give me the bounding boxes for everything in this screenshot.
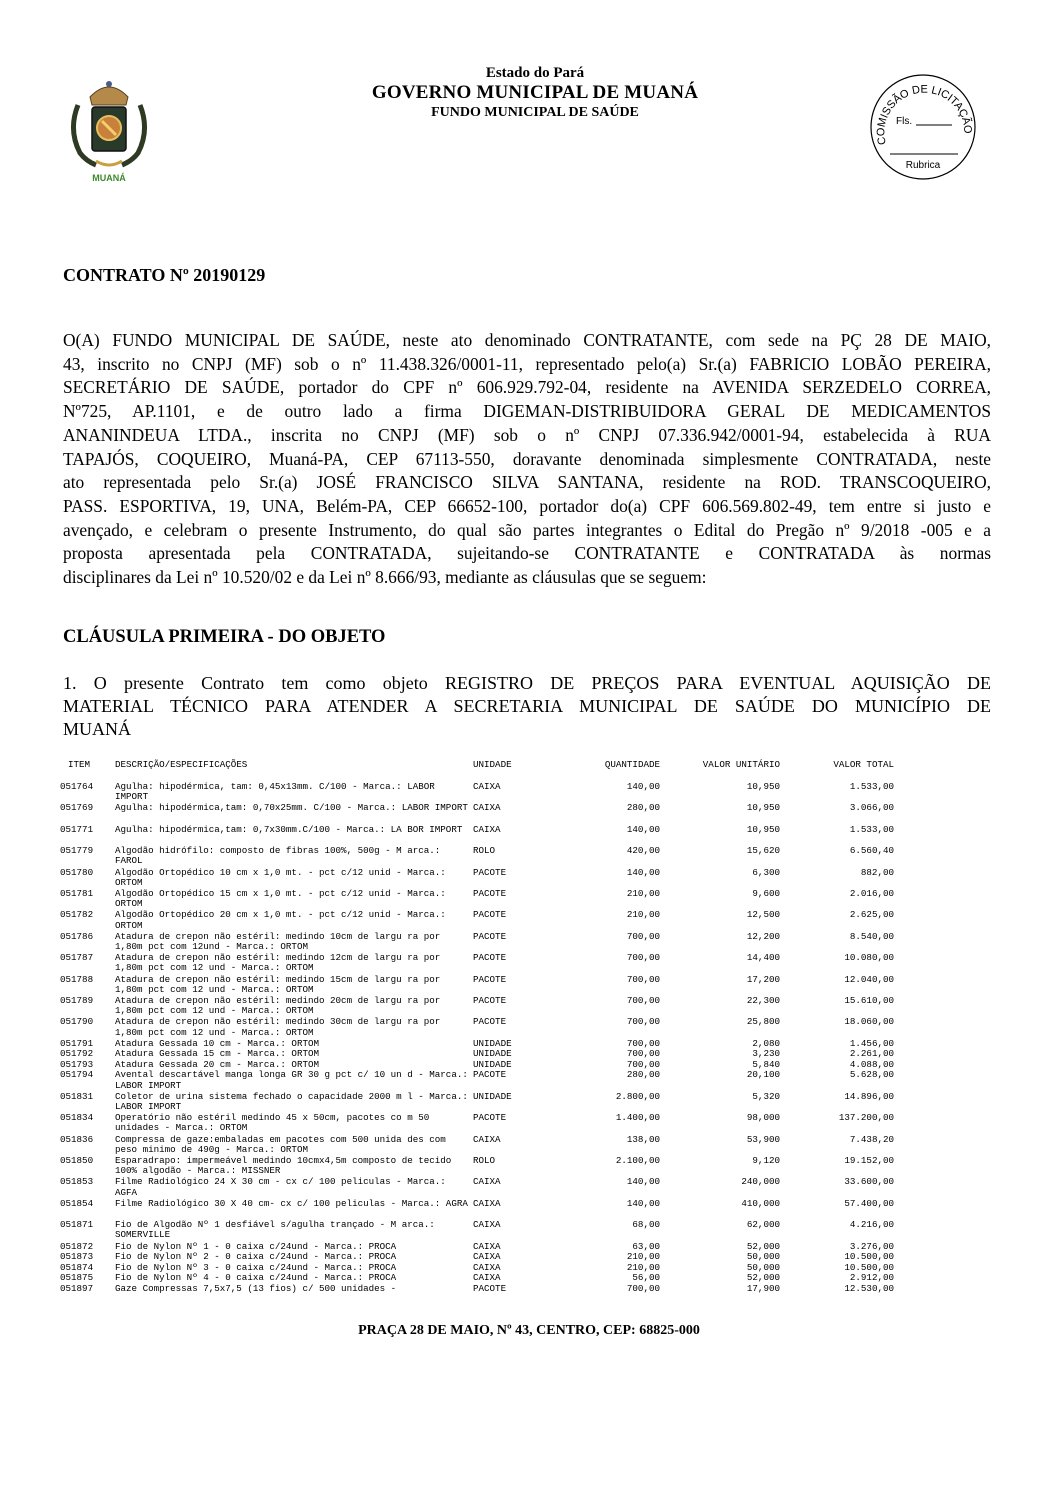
description-cell: Fio de Nylon Nº 4 - 0 caixa c/24und - Marca.: PROCA xyxy=(115,1272,397,1284)
description-cell: Fio de Nylon Nº 1 - 0 caixa c/24und - Marca.: PROCA xyxy=(115,1240,397,1252)
table-row xyxy=(60,975,910,996)
municipal-crest-icon xyxy=(66,75,152,185)
total-cell: 1.456,00 xyxy=(849,1037,894,1049)
unit-price-cell: 10,950 xyxy=(746,781,780,792)
table-row xyxy=(60,868,910,889)
table-row xyxy=(60,782,910,803)
total-cell: 18.060,00 xyxy=(844,1016,894,1028)
paragraph-line: O(A) FUNDO MUNICIPAL DE SAÚDE, neste ato denominado CONTRATANTE, com sede na PÇ 28 DE MAIO, xyxy=(63,330,991,350)
paragraph-line: SECRETÁRIO DE SAÚDE, portador do CPF nº 606.929.792-04, residente na AVENIDA SERZEDELO CORREA, xyxy=(63,377,991,398)
unit-price-cell: 240,000 xyxy=(741,1176,780,1188)
unit-cell: CAIXA xyxy=(473,1197,501,1209)
unit-cell: CAIXA xyxy=(473,1251,501,1263)
table-row xyxy=(60,996,910,1017)
quantity-cell: 210,00 xyxy=(626,909,660,921)
item-cell: 051872 xyxy=(60,1240,94,1252)
description-cell: Atadura de crepon não estéril: medindo 10cm de largu ra por 1,80m pct com 12und - Marca.: ORTOM xyxy=(115,930,441,952)
quantity-cell: 63,00 xyxy=(632,1240,660,1252)
svg-text:COMISSÃO DE LICITAÇÃO xyxy=(875,84,973,146)
total-cell: 33.600,00 xyxy=(844,1176,894,1188)
quantity-cell: 700,00 xyxy=(626,930,660,942)
total-cell: 10.500,00 xyxy=(844,1251,894,1263)
total-cell: 3.066,00 xyxy=(849,802,894,814)
unit-price-cell: 25,800 xyxy=(746,1016,780,1028)
unit-price-cell: 5,320 xyxy=(752,1090,780,1102)
unit-price-cell: 17,900 xyxy=(746,1282,780,1294)
table-row xyxy=(60,825,910,846)
item-cell: 051874 xyxy=(60,1261,94,1273)
item-cell: 051771 xyxy=(60,823,94,835)
column-header-description: DESCRIÇÃO/ESPECIFICAÇÕES xyxy=(115,759,248,770)
unit-cell: CAIXA xyxy=(473,781,501,792)
unit-cell: PACOTE xyxy=(473,994,507,1006)
total-cell: 1.533,00 xyxy=(849,781,894,792)
column-header-item: ITEM xyxy=(68,759,91,770)
description-cell: Filme Radiológico 24 X 30 cm - cx c/ 100 peliculas - Marca.: AGFA xyxy=(115,1176,446,1198)
description-cell: Agulha: hipodérmica, tam: 0,45x13mm. C/100 - Marca.: LABOR IMPORT xyxy=(115,781,435,803)
description-cell: Atadura de crepon não estéril: medindo 30cm de largu ra por 1,80m pct com 12 und - Marca.: ORTOM xyxy=(115,1016,441,1038)
paragraph-line: TAPAJÓS, COQUEIRO, Muaná-PA, CEP 67113-550, doravante denominada simplesmente CONTRATADA, neste xyxy=(63,448,991,469)
contract-title: CONTRATO Nº 20190129 xyxy=(63,265,266,285)
table-row xyxy=(60,1113,910,1134)
unit-price-cell: 10,950 xyxy=(746,823,780,835)
table-row xyxy=(60,803,910,824)
unit-price-cell: 3,230 xyxy=(752,1048,780,1060)
total-cell: 19.152,00 xyxy=(844,1155,894,1167)
description-cell: Compressa de gaze:embaladas em pacotes com 500 unida des com peso minimo de 490g - Marca.: ORTOM xyxy=(115,1133,446,1155)
unit-cell: UNIDADE xyxy=(473,1058,512,1070)
item-cell: 051854 xyxy=(60,1197,94,1209)
unit-price-cell: 22,300 xyxy=(746,994,780,1006)
description-cell: Atadura de crepon não estéril: medindo 15cm de largu ra por 1,80m pct com 12 und - Marca.: ORTOM xyxy=(115,973,441,995)
unit-cell: UNIDADE xyxy=(473,1037,512,1049)
table-row xyxy=(60,1070,910,1091)
column-header-total: VALOR TOTAL xyxy=(833,759,894,770)
description-cell: Agulha: hipodérmica,tam: 0,70x25mm. C/100 - Marca.: LABOR IMPORT xyxy=(115,802,468,814)
description-cell: Algodão Ortopédico 10 cm x 1,0 mt. - pct c/12 unid - Marca.: ORTOM xyxy=(115,866,446,888)
table-body xyxy=(60,782,910,1295)
quantity-cell: 700,00 xyxy=(626,1016,660,1028)
total-cell: 2.261,00 xyxy=(849,1048,894,1060)
total-cell: 882,00 xyxy=(860,866,894,878)
quantity-cell: 140,00 xyxy=(626,781,660,792)
total-cell: 10.500,00 xyxy=(844,1261,894,1273)
stamp-ring-text: COMISSÃO DE LICITAÇÃO xyxy=(875,83,974,146)
unit-price-cell: 98,000 xyxy=(746,1112,780,1124)
unit-price-cell: 50,000 xyxy=(746,1261,780,1273)
stamp-fls-label: Fls. xyxy=(896,116,913,127)
clause-object-text xyxy=(63,672,991,741)
column-header-quantity: QUANTIDADE xyxy=(604,759,660,770)
clause-line: 1. O presente Contrato tem como objeto REGISTRO DE PREÇOS PARA EVENTUAL AQUISIÇÃO DE xyxy=(63,673,991,693)
item-cell: 051794 xyxy=(60,1069,94,1081)
unit-cell: PACOTE xyxy=(473,952,507,964)
unit-cell: PACOTE xyxy=(473,1016,507,1028)
total-cell: 4.088,00 xyxy=(849,1058,894,1070)
table-row xyxy=(60,1135,910,1156)
description-cell: Agulha: hipodérmica,tam: 0,7x30mm.C/100 - Marca.: LA BOR IMPORT xyxy=(115,823,463,835)
total-cell: 15.610,00 xyxy=(844,994,894,1006)
total-cell: 2.625,00 xyxy=(849,909,894,921)
unit-price-cell: 53,900 xyxy=(746,1133,780,1145)
description-cell: Algodão hidrófilo: composto de fibras 100%, 500g - M arca.: FAROL xyxy=(115,845,441,867)
description-cell: Algodão Ortopédico 15 cm x 1,0 mt. - pct c/12 unid - Marca.: ORTOM xyxy=(115,887,446,910)
crest-label: MUANÁ xyxy=(92,173,126,183)
contract-parties-paragraph xyxy=(63,329,991,590)
item-cell: 051897 xyxy=(60,1282,94,1294)
paragraph-line: 43, inscrito no CNPJ (MF) sob o nº 11.438.326/0001-11, representado pelo(a) Sr.(a) FABRICIO LOBÃO PEREIRA, xyxy=(63,353,991,374)
paragraph-line: disciplinares da Lei nº 10.520/02 e da Lei nº 8.666/93, mediante as cláusulas que se seguem: xyxy=(63,567,707,588)
quantity-cell: 700,00 xyxy=(626,1282,660,1294)
unit-cell: CAIXA xyxy=(473,1272,501,1284)
unit-cell: CAIXA xyxy=(473,1261,501,1273)
items-table xyxy=(60,760,910,1295)
item-cell: 051871 xyxy=(60,1219,94,1231)
item-cell: 051836 xyxy=(60,1133,94,1145)
total-cell: 10.080,00 xyxy=(844,952,894,964)
paragraph-line: PASS. ESPORTIVA, 19, UNA, Belém-PA, CEP 66652-100, portador do(a) CPF 606.569.802-49, tem entre si justo e xyxy=(63,495,991,516)
unit-price-cell: 17,200 xyxy=(746,973,780,985)
unit-price-cell: 62,000 xyxy=(746,1219,780,1231)
quantity-cell: 1.400,00 xyxy=(615,1112,660,1124)
item-cell: 051782 xyxy=(60,909,94,921)
unit-cell: ROLO xyxy=(473,845,496,857)
table-row xyxy=(60,846,910,867)
total-cell: 1.533,00 xyxy=(849,823,894,835)
table-row xyxy=(60,1284,910,1295)
footer-address: PRAÇA 28 DE MAIO, Nº 43, CENTRO, CEP: 68825-000 xyxy=(358,1323,700,1338)
description-cell: Atadura Gessada 10 cm - Marca.: ORTOM xyxy=(115,1037,319,1049)
description-cell: Operatório não estéril medindo 45 x 50cm, pacotes co m 50 unidades - Marca.: ORTOM xyxy=(115,1112,430,1134)
quantity-cell: 140,00 xyxy=(626,866,660,878)
description-cell: Fio de Algodão Nº 1 desfiável s/agulha trançado - M arca.: SOMERVILLE xyxy=(115,1219,435,1241)
description-cell: Coletor de urina sistema fechado o capacidade 2000 m l - Marca.: LABOR IMPORT xyxy=(115,1090,468,1113)
unit-price-cell: 410,000 xyxy=(741,1197,780,1209)
table-header-row xyxy=(60,760,910,782)
table-row xyxy=(60,953,910,974)
paragraph-line: ato representada pelo Sr.(a) JOSÉ FRANCISCO SILVA SANTANA, residente na ROD. TRANSCOQUEIRO, xyxy=(63,472,991,493)
stamp-signature-label: Rubrica xyxy=(905,160,941,171)
table-row xyxy=(60,932,910,953)
quantity-cell: 140,00 xyxy=(626,1197,660,1209)
clause-line: MATERIAL TÉCNICO PARA ATENDER A SECRETARIA MUNICIPAL DE SAÚDE DO MUNICÍPIO DE xyxy=(63,696,991,716)
clause-line: MUANÁ xyxy=(63,719,132,739)
description-cell: Fio de Nylon Nº 3 - 0 caixa c/24und - Marca.: PROCA xyxy=(115,1261,397,1273)
unit-cell: CAIXA xyxy=(473,823,501,835)
unit-price-cell: 50,000 xyxy=(746,1251,780,1263)
quantity-cell: 420,00 xyxy=(626,845,660,857)
total-cell: 6.560,40 xyxy=(849,845,894,857)
bidding-commission-stamp-icon xyxy=(868,72,978,182)
paragraph-line: Nº725, AP.1101, e de outro lado a firma DIGEMAN-DISTRIBUIDORA GERAL DE MEDICAMENTOS xyxy=(63,401,991,422)
unit-cell: PACOTE xyxy=(473,1069,507,1081)
unit-cell: ROLO xyxy=(473,1155,496,1167)
quantity-cell: 68,00 xyxy=(632,1219,660,1231)
quantity-cell: 138,00 xyxy=(626,1133,660,1145)
total-cell: 4.216,00 xyxy=(849,1219,894,1231)
item-cell: 051790 xyxy=(60,1016,94,1028)
table-row xyxy=(60,1017,910,1038)
item-cell: 051853 xyxy=(60,1176,94,1188)
item-cell: 051850 xyxy=(60,1155,94,1167)
column-header-unit-price: VALOR UNITÁRIO xyxy=(702,759,780,770)
item-cell: 051787 xyxy=(60,952,94,964)
unit-price-cell: 12,200 xyxy=(746,930,780,942)
total-cell: 2.912,00 xyxy=(849,1272,894,1284)
description-cell: Atadura de crepon não estéril: medindo 20cm de largu ra por 1,80m pct com 12 und - Marca.: ORTOM xyxy=(115,994,441,1017)
description-cell: Gaze Compressas 7,5x7,5 (13 fios) c/ 500 unidades - xyxy=(115,1282,397,1294)
quantity-cell: 56,00 xyxy=(632,1272,660,1284)
unit-cell: PACOTE xyxy=(473,1282,507,1294)
total-cell: 14.896,00 xyxy=(844,1090,894,1102)
unit-cell: CAIXA xyxy=(473,1176,501,1188)
clause-title: CLÁUSULA PRIMEIRA - DO OBJETO xyxy=(63,627,386,647)
item-cell: 051875 xyxy=(60,1272,94,1284)
letterhead xyxy=(0,55,1058,195)
unit-cell: PACOTE xyxy=(473,909,507,921)
unit-price-cell: 2,080 xyxy=(752,1037,780,1049)
item-cell: 051834 xyxy=(60,1112,94,1124)
unit-cell: PACOTE xyxy=(473,887,507,899)
quantity-cell: 700,00 xyxy=(626,1048,660,1060)
total-cell: 8.540,00 xyxy=(849,930,894,942)
total-cell: 12.530,00 xyxy=(844,1282,894,1294)
quantity-cell: 700,00 xyxy=(626,1037,660,1049)
item-cell: 051781 xyxy=(60,887,94,899)
unit-price-cell: 6,300 xyxy=(752,866,780,878)
quantity-cell: 140,00 xyxy=(626,1176,660,1188)
table-row xyxy=(60,1199,910,1220)
item-cell: 051791 xyxy=(60,1037,94,1049)
description-cell: Atadura de crepon não estéril: medindo 12cm de largu ra por 1,80m pct com 12 und - Marca.: ORTOM xyxy=(115,952,441,974)
unit-cell: CAIXA xyxy=(473,1219,501,1231)
total-cell: 2.016,00 xyxy=(849,887,894,899)
unit-cell: CAIXA xyxy=(473,1133,501,1145)
description-cell: Filme Radiológico 30 X 40 cm- cx c/ 100 peliculas - Marca.: AGRA xyxy=(115,1197,468,1209)
paragraph-line: ANANINDEUA LTDA., inscrita no CNPJ (MF) sob o nº CNPJ 07.336.942/0001-94, estabelecida à RUA xyxy=(63,424,991,445)
table-row xyxy=(60,1156,910,1177)
unit-cell: PACOTE xyxy=(473,973,507,985)
quantity-cell: 700,00 xyxy=(626,973,660,985)
column-header-unit: UNIDADE xyxy=(473,759,512,770)
item-cell: 051786 xyxy=(60,930,94,942)
table-row xyxy=(60,889,910,910)
item-cell: 051873 xyxy=(60,1251,94,1263)
unit-cell: UNIDADE xyxy=(473,1090,512,1102)
table-row xyxy=(60,1092,910,1113)
quantity-cell: 700,00 xyxy=(626,1058,660,1070)
quantity-cell: 2.800,00 xyxy=(615,1090,660,1102)
unit-price-cell: 14,400 xyxy=(746,952,780,964)
item-cell: 051764 xyxy=(60,781,94,792)
government-name: GOVERNO MUNICIPAL DE MUANÁ xyxy=(371,82,699,103)
total-cell: 3.276,00 xyxy=(849,1240,894,1252)
item-cell: 051769 xyxy=(60,802,94,814)
unit-price-cell: 9,600 xyxy=(752,887,780,899)
unit-price-cell: 20,100 xyxy=(746,1069,780,1081)
item-cell: 051831 xyxy=(60,1090,94,1102)
item-cell: 051789 xyxy=(60,994,94,1006)
total-cell: 5.628,00 xyxy=(849,1069,894,1081)
quantity-cell: 280,00 xyxy=(626,802,660,814)
description-cell: Fio de Nylon Nº 2 - 0 caixa c/24und - Marca.: PROCA xyxy=(115,1251,397,1263)
unit-price-cell: 5,840 xyxy=(752,1058,780,1070)
description-cell: Atadura Gessada 15 cm - Marca.: ORTOM xyxy=(115,1048,319,1060)
item-cell: 051788 xyxy=(60,973,94,985)
unit-price-cell: 12,500 xyxy=(746,909,780,921)
description-cell: Avental descartável manga longa GR 30 g pct c/ 10 un d - Marca.: LABOR IMPORT xyxy=(115,1069,468,1091)
unit-price-cell: 15,620 xyxy=(746,845,780,857)
quantity-cell: 140,00 xyxy=(626,823,660,835)
unit-price-cell: 52,000 xyxy=(746,1240,780,1252)
unit-cell: PACOTE xyxy=(473,930,507,942)
total-cell: 7.438,20 xyxy=(849,1133,894,1145)
quantity-cell: 210,00 xyxy=(626,1261,660,1273)
quantity-cell: 280,00 xyxy=(626,1069,660,1081)
unit-cell: UNIDADE xyxy=(473,1048,512,1060)
item-cell: 051779 xyxy=(60,845,94,857)
quantity-cell: 700,00 xyxy=(626,994,660,1006)
item-cell: 051793 xyxy=(60,1058,94,1070)
unit-cell: CAIXA xyxy=(473,1240,501,1252)
table-row xyxy=(60,910,910,931)
table-row xyxy=(60,1220,910,1241)
letterhead-text xyxy=(300,64,770,121)
total-cell: 12.040,00 xyxy=(844,973,894,985)
description-cell: Atadura Gessada 20 cm - Marca.: ORTOM xyxy=(115,1058,319,1070)
quantity-cell: 210,00 xyxy=(626,1251,660,1263)
state-name: Estado do Pará xyxy=(485,65,585,81)
item-cell: 051780 xyxy=(60,866,94,878)
quantity-cell: 210,00 xyxy=(626,887,660,899)
unit-cell: CAIXA xyxy=(473,802,501,814)
total-cell: 137.200,00 xyxy=(838,1112,894,1124)
unit-price-cell: 52,000 xyxy=(746,1272,780,1284)
paragraph-line: proposta apresentada pela CONTRATADA, sujeitando-se CONTRATANTE e CONTRATADA às normas xyxy=(63,543,991,564)
total-cell: 57.400,00 xyxy=(844,1197,894,1209)
quantity-cell: 2.100,00 xyxy=(615,1155,660,1167)
table-row xyxy=(60,1177,910,1198)
unit-cell: PACOTE xyxy=(473,1112,507,1124)
description-cell: Esparadrapo: impermeável medindo 10cmx4,5m composto de tecido 100% algodão - Marca.: MISSNER xyxy=(115,1155,452,1177)
fund-name: FUNDO MUNICIPAL DE SAÚDE xyxy=(431,105,639,120)
paragraph-line: avençado, e celebram o presente Instrumento, do qual são partes integrantes o Edital do Pregão nº 9/2018 -005 e a xyxy=(63,519,991,540)
unit-price-cell: 9,120 xyxy=(752,1155,780,1167)
quantity-cell: 700,00 xyxy=(626,952,660,964)
unit-price-cell: 10,950 xyxy=(746,802,780,814)
description-cell: Algodão Ortopédico 20 cm x 1,0 mt. - pct c/12 unid - Marca.: ORTOM xyxy=(115,909,446,931)
item-cell: 051792 xyxy=(60,1048,94,1060)
unit-cell: PACOTE xyxy=(473,866,507,878)
